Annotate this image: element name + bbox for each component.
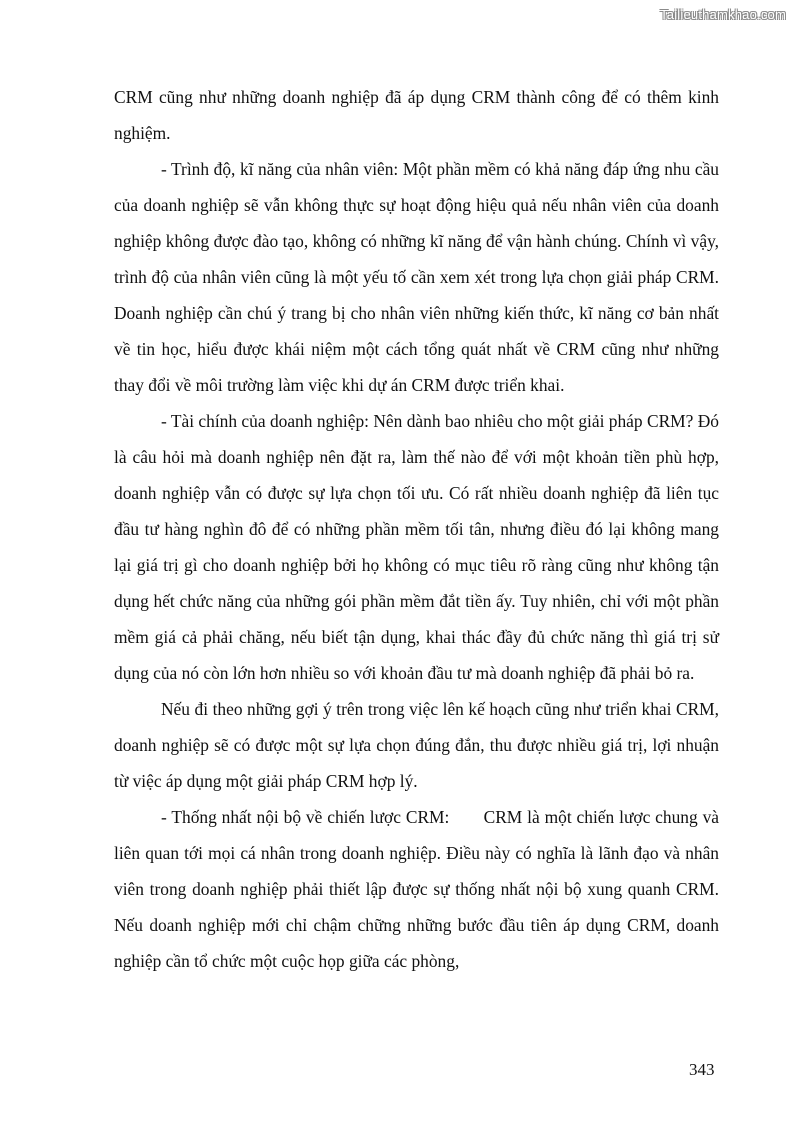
paragraph-summary: Nếu đi theo những gợi ý trên trong việc lên kế hoạch cũng như triển khai CRM, doanh nghiệp sẽ có được một sự lựa chọn đúng đắn, thu được nhiều giá trị, lợi nhuận từ việc áp dụng một giải pháp CRM hợp lý. (114, 699, 719, 791)
paragraph-continuation: CRM cũng như những doanh nghiệp đã áp dụng CRM thành công để có thêm kinh nghiệm. (114, 87, 719, 143)
paragraph-finance: - Tài chính của doanh nghiệp: Nên dành bao nhiêu cho một giải pháp CRM? Đó là câu hỏi mà doanh nghiệp nên đặt ra, làm thế nào để với một khoản tiền phù hợp, doanh nghiệp vẫn có được sự lựa chọn tối ưu. Có rất nhiều doanh nghiệp đã liên tục đầu tư hàng nghìn đô để có những phần mềm tối tân, nhưng điều đó lại không mang lại giá trị gì cho doanh nghiệp bởi họ không có mục tiêu rõ ràng cũng như không tận dụng hết chức năng của những gói phần mềm đắt tiền ấy. Tuy nhiên, chỉ với một phần mềm giá cả phải chăng, nếu biết tận dụng, khai thác đầy đủ chức năng thì giá trị sử dụng của nó còn lớn hơn nhiều so với khoản đầu tư mà doanh nghiệp đã phải bỏ ra. (114, 411, 719, 683)
document-body (114, 79, 719, 979)
watermark-text: Tailieuthamkhao.com (660, 7, 786, 22)
paragraph-staff-skills: - Trình độ, kĩ năng của nhân viên: Một phần mềm có khả năng đáp ứng nhu cầu của doanh nghiệp sẽ vẫn không thực sự hoạt động hiệu quả nếu nhân viên của doanh nghiệp không được đào tạo, không có những kĩ năng để vận hành chúng. Chính vì vậy, trình độ của nhân viên cũng là một yếu tố cần xem xét trong lựa chọn giải pháp CRM. Doanh nghiệp cần chú ý trang bị cho nhân viên những kiến thức, kĩ năng cơ bản nhất về tin học, hiểu được khái niệm một cách tổng quát nhất về CRM cũng như những thay đổi về môi trường làm việc khi dự án CRM được triển khai. (114, 159, 719, 395)
paragraph-internal-agreement: - Thống nhất nội bộ về chiến lược CRM: CRM là một chiến lược chung và liên quan tới mọi cá nhân trong doanh nghiệp. Điều này có nghĩa là lãnh đạo và nhân viên trong doanh nghiệp phải thiết lập được sự thống nhất nội bộ xung quanh CRM. Nếu doanh nghiệp mới chỉ chậm chững những bước đầu tiên áp dụng CRM, doanh nghiệp cần tổ chức một cuộc họp giữa các phòng, (114, 807, 719, 971)
page-number: 343 (689, 1060, 715, 1079)
